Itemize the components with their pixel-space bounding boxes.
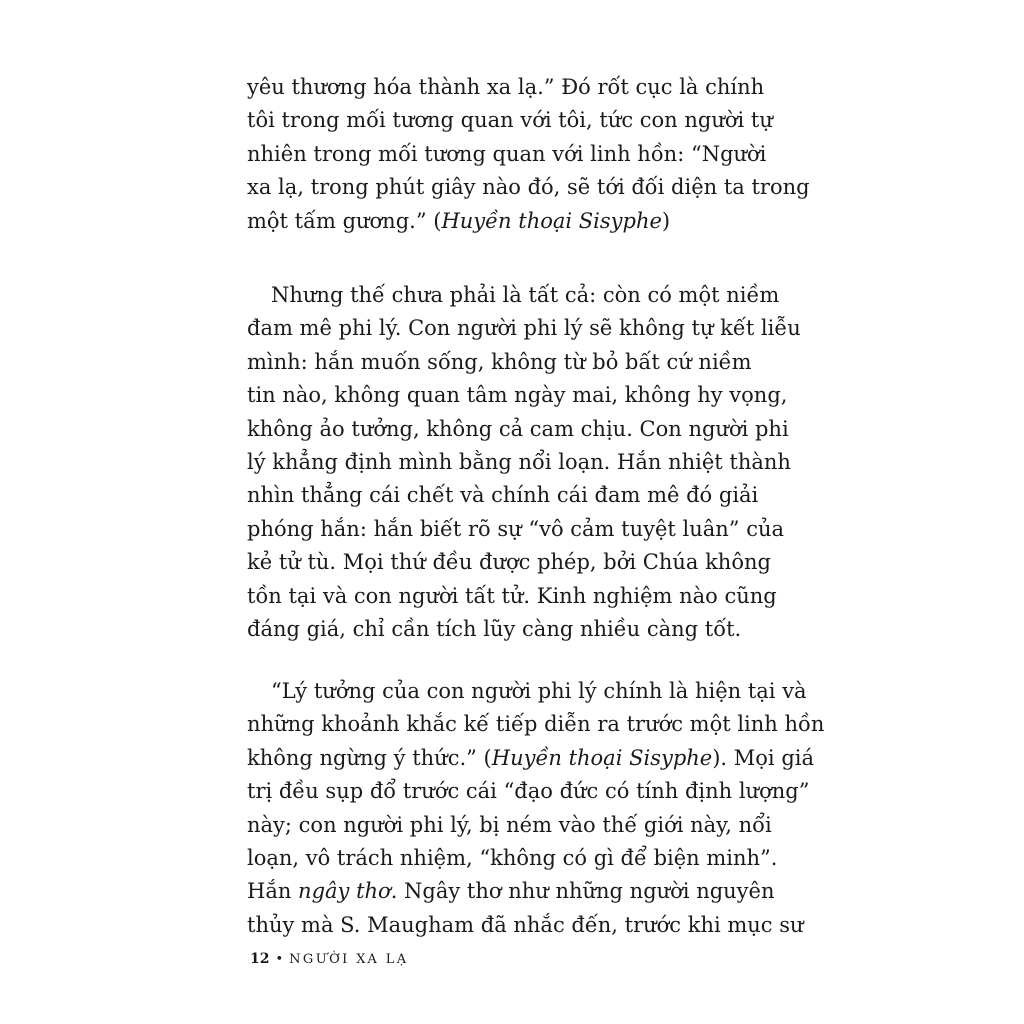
text-line: “Lý tưởng của con người phi lý chính là hiện tại và — [271, 679, 807, 703]
text-line: những khoảnh khắc kế tiếp diễn ra trước một linh hồn — [247, 712, 825, 737]
text-line: nhiên trong mối tương quan với linh hồn: “Người — [247, 141, 767, 166]
text-line: phóng hắn: hắn biết rõ sự “vô cảm tuyệt luân” của — [247, 516, 785, 541]
text-line: loạn, vô trách nhiệm, “không có gì để biện minh”. — [247, 845, 778, 870]
emphasis-italic: ngây thơ — [298, 879, 391, 904]
text-line: yêu thương hóa thành xa lạ.” Đó rốt cục là chính — [247, 75, 765, 99]
book-title-italic: Huyền thoại Sisyphe — [491, 745, 713, 770]
text-line: trị đều sụp đổ trước cái “đạo đức có tính định lượng” — [247, 779, 810, 804]
running-title: NGƯỜI XA LẠ — [289, 952, 409, 967]
text-line: này; con người phi lý, bị ném vào thế giới này, nổi — [247, 812, 772, 837]
text-line: nhìn thẳng cái chết và chính cái đam mê đó giải — [247, 483, 759, 508]
text-line: tồn tại và con người tất tử. Kinh nghiệm nào cũng — [247, 583, 777, 608]
footer-separator: • — [275, 952, 284, 967]
book-title-italic: Huyền thoại Sisyphe — [441, 208, 662, 233]
page-footer — [250, 951, 409, 967]
text-line: một tấm gương.” (Huyền thoại Sisyphe) — [247, 208, 671, 233]
page-number: 12 — [250, 951, 270, 967]
paragraph-3 — [247, 675, 825, 942]
text-line: đam mê phi lý. Con người phi lý sẽ không tự kết liễu — [247, 316, 801, 341]
paragraph-2 — [247, 279, 801, 646]
text-line: không ngừng ý thức.” (Huyền thoại Sisyphe). Mọi giá — [247, 745, 814, 770]
text-line: xa lạ, trong phút giây nào đó, sẽ tới đối diện ta trong — [247, 175, 810, 200]
text-line: đáng giá, chỉ cần tích lũy càng nhiều càng tốt. — [247, 616, 742, 641]
text-line: Hắn ngây thơ. Ngây thơ như những người nguyên — [247, 879, 775, 904]
text-line: Nhưng thế chưa phải là tất cả: còn có một niềm — [271, 283, 780, 307]
text-line: mình: hắn muốn sống, không từ bỏ bất cứ niềm — [247, 349, 752, 374]
text-line: không ảo tưởng, không cả cam chịu. Con người phi — [247, 416, 789, 441]
text-line: kẻ tử tù. Mọi thứ đều được phép, bởi Chúa không — [247, 550, 771, 575]
paragraph-1 — [247, 71, 810, 238]
text-line: tin nào, không quan tâm ngày mai, không hy vọng, — [247, 383, 788, 408]
text-line: thủy mà S. Maugham đã nhắc đến, trước khi mục sư — [247, 912, 804, 937]
text-line: lý khẳng định mình bằng nổi loạn. Hắn nhiệt thành — [247, 449, 791, 474]
text-line: tôi trong mối tương quan với tôi, tức con người tự — [247, 108, 773, 133]
